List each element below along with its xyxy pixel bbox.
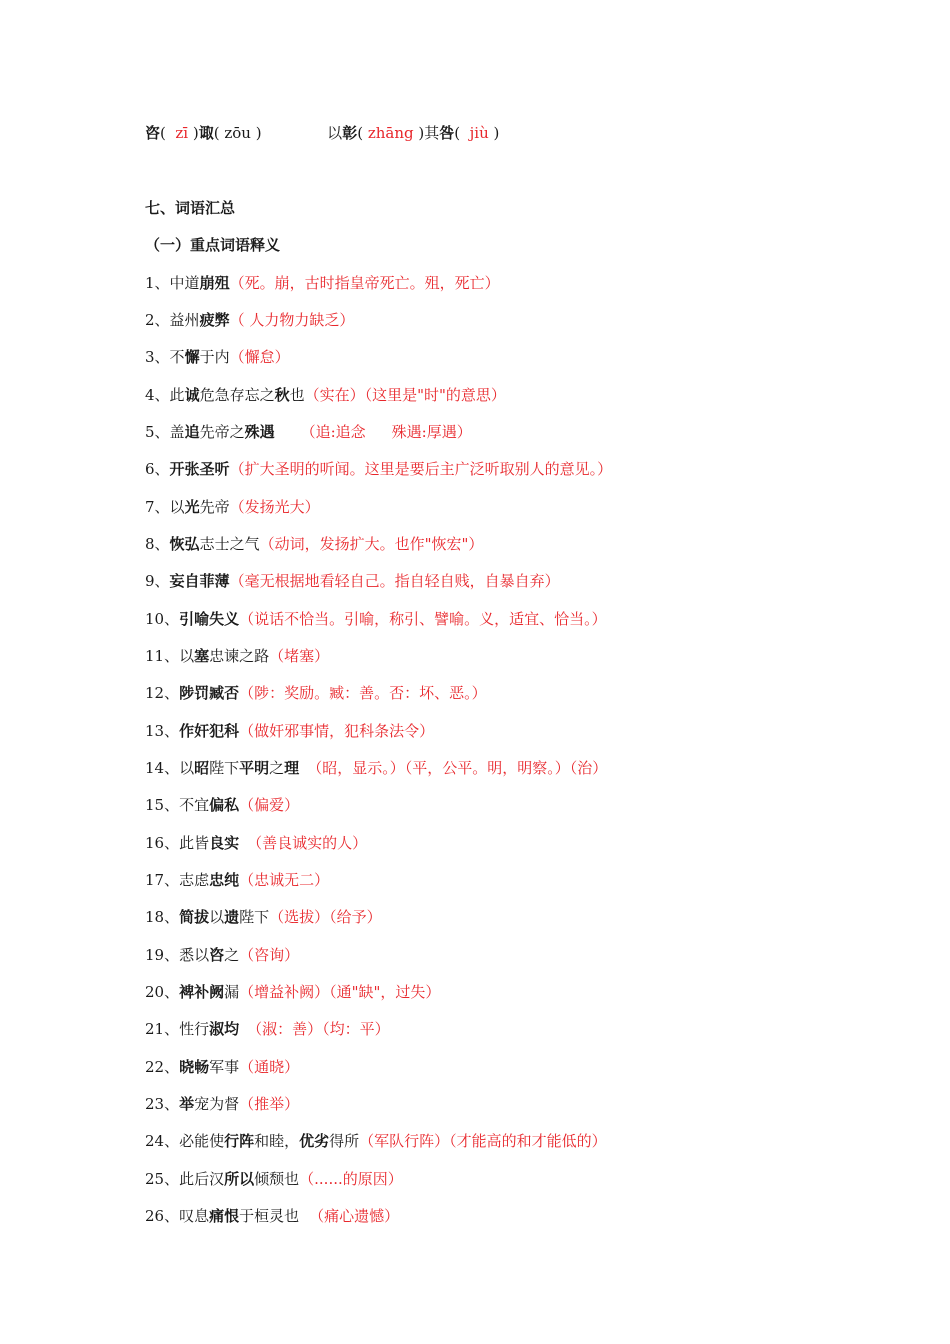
section-heading: 七、词语汇总 <box>145 199 236 217</box>
vocab-item-4: 4、此诚危急存忘之秋也（实在）（这里是"时"的意思） <box>145 386 506 404</box>
vocab-item-21: 21、性行淑均 （淑：善）（均：平） <box>145 1020 390 1038</box>
vocab-item-22: 22、晓畅军事（通晓） <box>145 1058 300 1076</box>
vocab-item-15: 15、不宜偏私（偏爱） <box>145 796 300 814</box>
pron-3-prefix: 以 <box>327 124 343 142</box>
vocab-item-23: 23、举宠为督（推举） <box>145 1095 300 1113</box>
pron-4-char: 咎 <box>439 124 455 142</box>
subsection-heading: （一）重点词语释义 <box>145 236 281 254</box>
pron-4-pinyin: jiù <box>469 124 489 142</box>
vocab-item-5: 5、盖追先帝之殊遇 （追:追念 殊遇:厚遇） <box>145 423 472 441</box>
vocab-item-14: 14、以昭陛下平明之理 （昭，显示。）（平，公平。明，明察。）（治） <box>145 759 608 777</box>
pron-1-pinyin: zī <box>175 124 189 142</box>
pron-3-char: 彰 <box>342 124 358 142</box>
vocab-item-8: 8、恢弘志士之气（动词，发扬扩大。也作"恢宏"） <box>145 535 484 553</box>
pron-2-char: 诹 <box>198 124 214 142</box>
vocab-item-24: 24、必能使行阵和睦，优劣得所（军队行阵）（才能高的和才能低的） <box>145 1132 607 1150</box>
vocab-item-7: 7、以光先帝（发扬光大） <box>145 498 320 516</box>
vocab-item-11: 11、以塞忠谏之路（堵塞） <box>145 647 330 665</box>
vocab-item-13: 13、作奸犯科（做奸邪事情，犯科条法令） <box>145 722 435 740</box>
vocab-item-17: 17、志虑忠纯（忠诚无二） <box>145 871 330 889</box>
vocab-item-3: 3、不懈于内（懈怠） <box>145 348 290 366</box>
vocab-item-9: 9、妄自菲薄（毫无根据地看轻自己。指自轻自贱，自暴自弃） <box>145 572 560 590</box>
vocab-item-1: 1、中道崩殂（死。崩，古时指皇帝死亡。殂，死亡） <box>145 274 500 292</box>
vocab-item-10: 10、引喻失义（说话不恰当。引喻，称引、譬喻。义，适宜、恰当。） <box>145 610 607 628</box>
vocab-item-12: 12、陟罚臧否（陟：奖励。臧：善。否：坏、恶。） <box>145 684 487 702</box>
pron-3-pinyin: zhāng <box>367 124 414 142</box>
vocab-item-6: 6、开张圣听（扩大圣明的听闻。这里是要后主广泛听取别人的意见。） <box>145 460 613 478</box>
pronunciation-line: 咨( zī )诹( zōu ) 以彰( zhāng )其咎( jiù ) <box>145 124 500 142</box>
vocab-item-25: 25、此后汉所以倾颓也（......的原因） <box>145 1170 403 1188</box>
pron-1-char: 咨 <box>145 124 161 142</box>
vocab-item-26: 26、叹息痛恨于桓灵也 （痛心遗憾） <box>145 1207 400 1225</box>
pron-2-pinyin: zōu <box>224 124 251 142</box>
vocab-item-20: 20、裨补阙漏（增益补阙）（通"缺"，过失） <box>145 983 441 1001</box>
vocab-item-18: 18、简拔以遗陛下（选拔）（给予） <box>145 908 382 926</box>
vocab-item-19: 19、悉以咨之（咨询） <box>145 946 300 964</box>
vocab-item-16: 16、此皆良实 （善良诚实的人） <box>145 834 368 852</box>
vocab-item-2: 2、益州疲弊（ 人力物力缺乏） <box>145 311 355 329</box>
pron-4-prefix: 其 <box>424 124 440 142</box>
